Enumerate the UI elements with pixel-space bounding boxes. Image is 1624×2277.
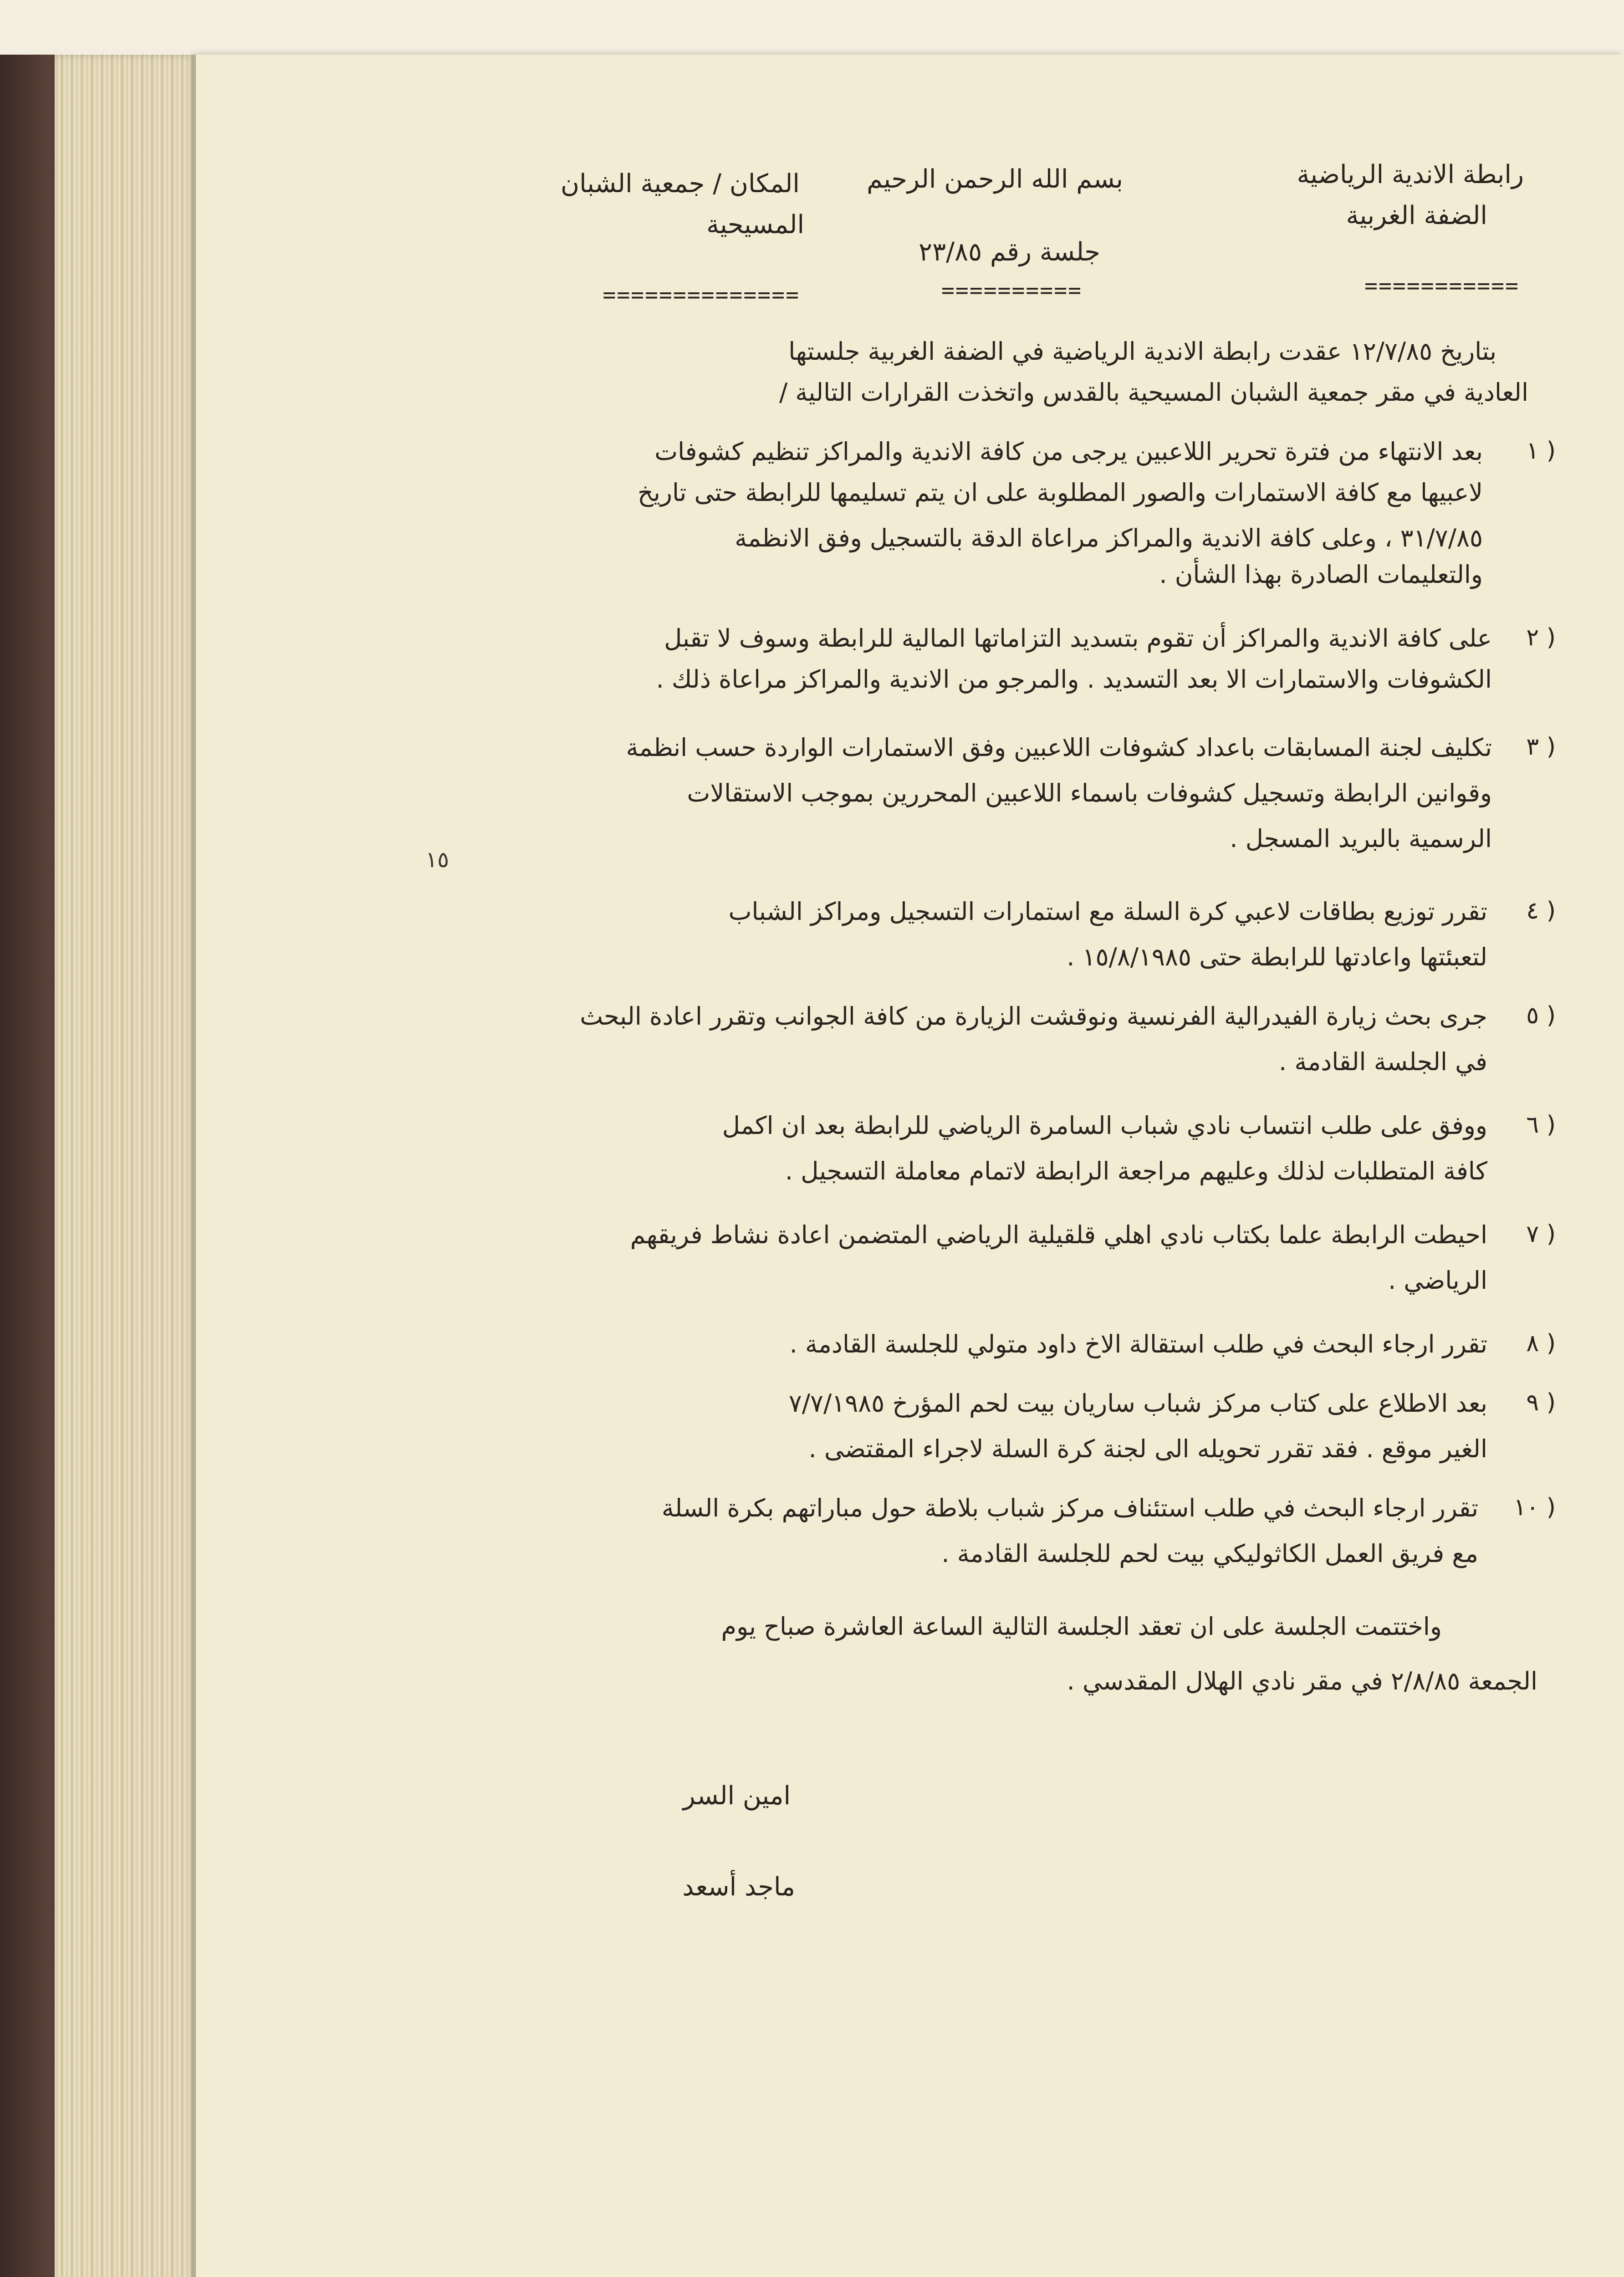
header-rule-center: ========== — [941, 278, 1082, 303]
place-line1: المكان / جمعية الشبان — [561, 169, 800, 199]
document-page — [196, 55, 1624, 2277]
item-9-line2: الغير موقع . فقد تقرر تحويله الى لجنة كرة السلة لاجراء المقتضى . — [808, 1435, 1487, 1463]
item-number: ٥ ) — [1526, 1002, 1556, 1029]
item-1-line3: ٣١/٧/٨٥ ، وعلى كافة الاندية والمراكز مراعاة الدقة بالتسجيل وفق الانظمة — [735, 524, 1483, 552]
item-number: ٢ ) — [1526, 624, 1556, 651]
item-number: ٩ ) — [1526, 1389, 1556, 1416]
basmala: بسم الله الرحمن الرحيم — [867, 164, 1123, 194]
item-7-line1: احيطت الرابطة علما بكتاب نادي اهلي قلقيلية الرياضي المتضمن اعادة نشاط فريقهم — [630, 1220, 1487, 1249]
item-number: ٧ ) — [1526, 1220, 1556, 1248]
item-number: ١ ) — [1526, 437, 1556, 465]
header-rule-right: =========== — [1364, 273, 1519, 299]
item-2-line1: على كافة الاندية والمراكز أن تقوم بتسديد التزاماتها المالية للرابطة وسوف لا تقبل — [664, 624, 1492, 653]
item-6-line2: كافة المتطلبات لذلك وعليهم مراجعة الرابطة لاتمام معاملة التسجيل . — [785, 1157, 1487, 1185]
item-6-line1: ووفق على طلب انتساب نادي شباب السامرة الرياضي للرابطة بعد ان اكمل — [722, 1111, 1487, 1140]
item-3-line3: الرسمية بالبريد المسجل . — [1230, 824, 1492, 853]
item-number: ٦ ) — [1526, 1111, 1556, 1138]
org-name-line2: الضفة الغربية — [1346, 201, 1487, 230]
item-number: ٨ ) — [1526, 1330, 1556, 1357]
item-3-line2: وقوانين الرابطة وتسجيل كشوفات باسماء اللاعبين المحررين بموجب الاستقالات — [687, 779, 1492, 807]
item-9-line1: بعد الاطلاع على كتاب مركز شباب ساريان بيت لحم المؤرخ ٧/٧/١٩٨٥ — [788, 1389, 1487, 1418]
item-number: ٤ ) — [1526, 897, 1556, 924]
signature-name: ماجد أسعد — [682, 1872, 795, 1902]
place-line2: المسيحية — [706, 210, 804, 240]
item-4-line2: لتعبئتها واعادتها للرابطة حتى ١٥/٨/١٩٨٥ . — [1067, 943, 1487, 971]
closing-line1: واختتمت الجلسة على ان تعقد الجلسة التالية الساعة العاشرة صباح يوم — [721, 1612, 1442, 1641]
item-1-line2: لاعبيها مع كافة الاستمارات والصور المطلوبة على ان يتم تسليمها للرابطة حتى تاريخ — [637, 478, 1483, 507]
item-5-line2: في الجلسة القادمة . — [1279, 1047, 1487, 1076]
item-10-line1: تقرر ارجاء البحث في طلب استئناف مركز شباب بلاطة حول مباراتهم بكرة السلة — [661, 1494, 1478, 1522]
document-body — [196, 55, 1624, 2277]
closing-line2: الجمعة ٢/٨/٨٥ في مقر نادي الهلال المقدسي . — [1067, 1667, 1537, 1695]
item-4-line1: تقرر توزيع بطاقات لاعبي كرة السلة مع استمارات التسجيل ومراكز الشباب — [728, 897, 1487, 926]
item-3-line1: تكليف لجنة المسابقات باعداد كشوفات اللاعبين وفق الاستمارات الواردة حسب انظمة — [626, 733, 1492, 762]
scan-background — [0, 0, 1624, 55]
item-2-line2: الكشوفات والاستمارات الا بعد التسديد . والمرجو من الاندية والمراكز مراعاة ذلك . — [656, 665, 1492, 694]
item-7-line2: الرياضي . — [1388, 1266, 1487, 1295]
session-number: جلسة رقم ٢٣/٨٥ — [918, 237, 1100, 267]
item-8-line1: تقرر ارجاء البحث في طلب استقالة الاخ داود متولي للجلسة القادمة . — [789, 1330, 1487, 1358]
item-number: ١٠ ) — [1513, 1494, 1556, 1521]
intro-line1: بتاريخ ١٢/٧/٨٥ عقدت رابطة الاندية الرياضية في الضفة الغربية جلستها — [788, 337, 1496, 366]
item-1-line4: والتعليمات الصادرة بهذا الشأن . — [1159, 560, 1483, 589]
page-edges — [55, 55, 200, 2277]
intro-line2: العادية في مقر جمعية الشبان المسيحية بالقدس واتخذت القرارات التالية / — [779, 378, 1528, 407]
margin-note: ١٥ — [425, 847, 449, 873]
org-name-line1: رابطة الاندية الرياضية — [1297, 160, 1524, 189]
item-5-line1: جرى بحث زيارة الفيدرالية الفرنسية ونوقشت الزيارة من كافة الجوانب وتقرر اعادة البحث — [580, 1002, 1487, 1031]
item-1-line1: بعد الانتهاء من فترة تحرير اللاعبين يرجى من كافة الاندية والمراكز تنظيم كشوفات — [654, 437, 1483, 466]
item-number: ٣ ) — [1526, 733, 1556, 761]
header-rule-left: ============== — [603, 282, 800, 308]
item-10-line2: مع فريق العمل الكاثوليكي بيت لحم للجلسة القادمة . — [941, 1539, 1478, 1568]
signature-title: امين السر — [683, 1781, 791, 1811]
